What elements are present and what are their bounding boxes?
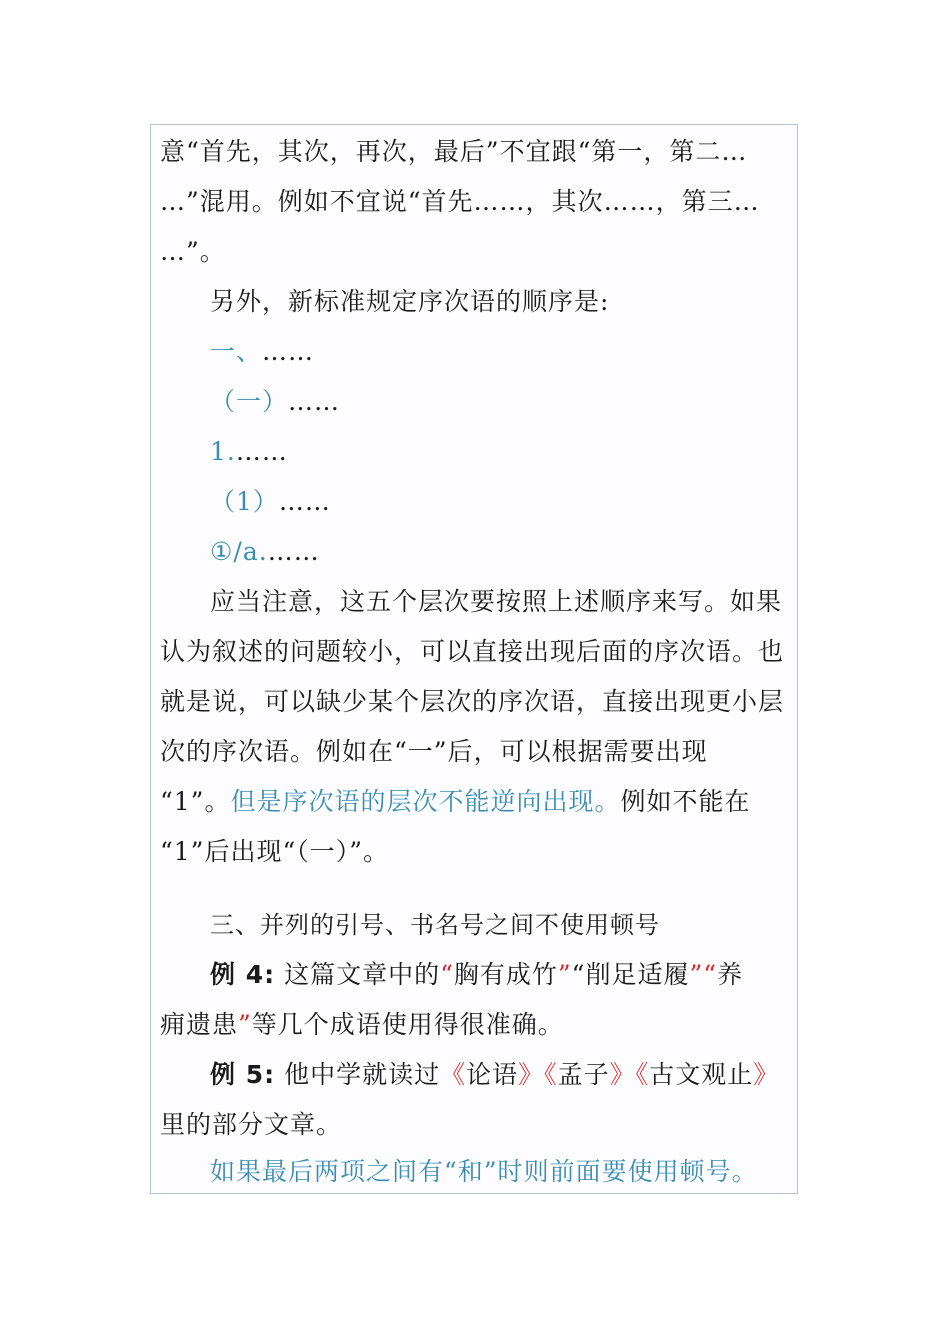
order-item-1: [210, 332, 840, 372]
example-label: 例 4:: [210, 960, 276, 989]
quote-mark: ”: [557, 960, 572, 989]
order-item-4: [210, 482, 840, 522]
ellipsis: ……: [262, 337, 315, 366]
idiom: 养: [717, 960, 744, 989]
order-item-5: [210, 532, 840, 572]
text: 他中学就读过: [284, 1060, 441, 1089]
paragraph-line: 应当注意，这五个层次要按照上述顺序来写。如果: [210, 587, 783, 616]
quote-mark: “: [571, 960, 586, 989]
title-mark: 》: [518, 1060, 545, 1089]
paragraph-line: 意“首先，其次，再次，最后”不宜跟“第一，第二…: [160, 137, 748, 166]
text: 例如不能在: [620, 787, 751, 816]
order-marker: ①/a.: [210, 537, 268, 566]
quote-mark: ”: [689, 960, 704, 989]
idiom: 削足适履: [585, 960, 690, 989]
paragraph-line: …”。: [160, 237, 226, 266]
order-marker: （1）: [210, 487, 279, 516]
title-mark: 》: [609, 1060, 636, 1089]
section-heading: 三、并列的引号、书名号之间不使用顿号: [210, 911, 660, 939]
example-4-line: [160, 1005, 790, 1045]
order-marker: 一、: [210, 337, 263, 366]
quote-mark: “: [440, 960, 454, 989]
ellipsis: ……: [278, 487, 331, 516]
example-label: 例 5:: [210, 1060, 276, 1089]
order-marker: （一）: [210, 387, 289, 416]
ellipsis: ……: [235, 437, 288, 466]
text: 等几个成语使用得很准确。: [251, 1010, 564, 1039]
title-mark: 《: [635, 1060, 650, 1089]
note-line: 如果最后两项之间有“和”时则前面要使用顿号。: [210, 1157, 758, 1186]
example-5-line: [210, 1055, 840, 1095]
idiom: 痈遗患: [160, 1010, 239, 1039]
text: “1”。: [160, 787, 231, 816]
paragraph-line: …”混用。例如不宜说“首先……，其次……，第三…: [160, 187, 760, 216]
paragraph-line: 另外，新标准规定序次语的顺序是:: [210, 287, 610, 316]
order-item-3: [210, 432, 840, 472]
quote-mark: “: [703, 960, 718, 989]
paragraph-line: [160, 782, 790, 822]
order-item-2: [210, 382, 840, 422]
paragraph-line: 认为叙述的问题较小，可以直接出现后面的序次语。也: [160, 637, 785, 666]
paragraph-line: “1”后出现“（一）”。: [160, 837, 390, 866]
paragraph-line: 次的序次语。例如在“一”后，可以根据需要出现: [160, 737, 708, 766]
example-4-line: [210, 955, 840, 995]
example-5-line: 里的部分文章。: [160, 1110, 343, 1139]
title-mark: 《: [440, 1060, 467, 1089]
paragraph-line: 就是说，可以缺少某个层次的序次语，直接出现更小层: [160, 687, 785, 716]
quote-mark: ”: [238, 1010, 252, 1039]
book-title: 论语: [466, 1060, 519, 1089]
text: 这篇文章中的: [284, 960, 441, 989]
order-marker: 1.: [210, 437, 236, 466]
idiom: 胸有成竹: [453, 960, 558, 989]
highlight-text: 但是序次语的层次不能逆向出现。: [230, 787, 621, 816]
title-mark: 《: [544, 1060, 558, 1089]
ellipsis: ……: [267, 537, 320, 566]
title-mark: 》: [753, 1060, 780, 1089]
book-title: 古文观止: [649, 1060, 754, 1089]
book-title: 孟子: [557, 1060, 610, 1089]
ellipsis: ……: [288, 387, 341, 416]
